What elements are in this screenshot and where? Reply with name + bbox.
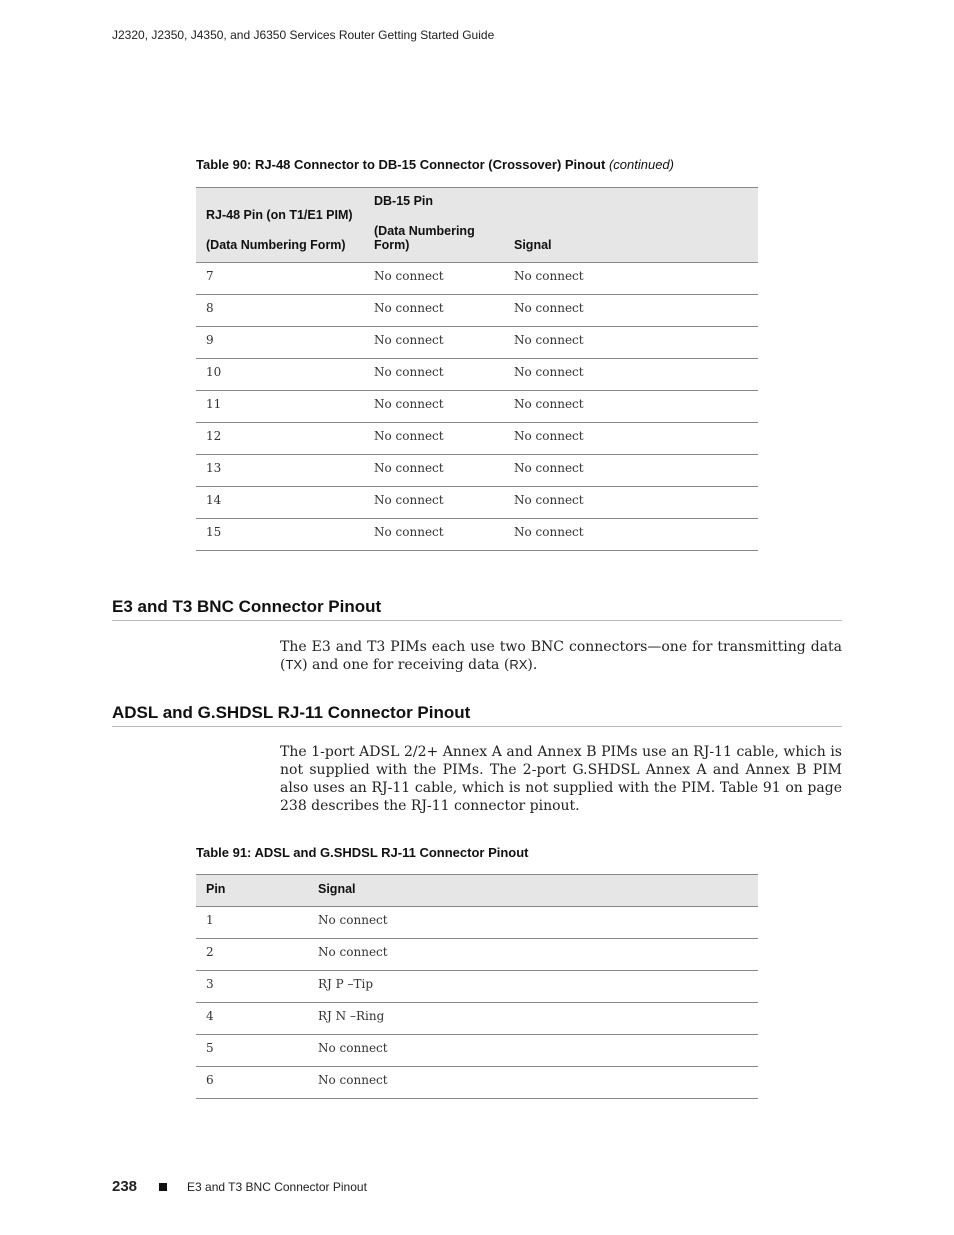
cell-db15-pin: No connect (364, 327, 504, 359)
cell-signal: RJ N –Ring (308, 1003, 758, 1035)
cell-signal: No connect (504, 519, 758, 551)
table-90-col-signal: Signal (504, 188, 758, 263)
cell-rj48-pin: 14 (196, 487, 364, 519)
table-90-col-db15-line2: (Data Numbering Form) (374, 224, 475, 252)
cell-signal: No connect (308, 1067, 758, 1099)
cell-signal: No connect (504, 295, 758, 327)
table-row (196, 907, 758, 939)
cell-signal: No connect (308, 907, 758, 939)
section-heading-adsl: ADSL and G.SHDSL RJ-11 Connector Pinout (112, 703, 842, 727)
table-91-col-pin: Pin (196, 875, 308, 907)
table-90-col-rj48-line1: RJ-48 Pin (on T1/E1 PIM) (206, 208, 353, 222)
cell-signal: No connect (504, 391, 758, 423)
cell-db15-pin: No connect (364, 391, 504, 423)
cell-signal: No connect (504, 359, 758, 391)
e3-t3-paragraph (280, 638, 842, 674)
table-90-col-db15 (364, 188, 504, 263)
table-row (196, 263, 758, 295)
table-row (196, 939, 758, 971)
cell-signal: No connect (504, 423, 758, 455)
cell-pin: 1 (196, 907, 308, 939)
table-row (196, 455, 758, 487)
cell-db15-pin: No connect (364, 295, 504, 327)
cell-db15-pin: No connect (364, 263, 504, 295)
cell-rj48-pin: 8 (196, 295, 364, 327)
footer-section-title: E3 and T3 BNC Connector Pinout (187, 1179, 367, 1194)
cell-pin: 3 (196, 971, 308, 1003)
cell-signal: No connect (504, 455, 758, 487)
table-91 (196, 874, 758, 1099)
cell-signal: RJ P –Tip (308, 971, 758, 1003)
square-bullet-icon (159, 1183, 167, 1191)
table-90-header-row (196, 188, 758, 263)
cell-rj48-pin: 11 (196, 391, 364, 423)
cell-rj48-pin: 9 (196, 327, 364, 359)
cell-rj48-pin: 15 (196, 519, 364, 551)
table-row (196, 971, 758, 1003)
cell-pin: 2 (196, 939, 308, 971)
table-row (196, 423, 758, 455)
page-number: 238 (112, 1178, 138, 1195)
table-91-col-signal: Signal (308, 875, 758, 907)
table-90 (196, 187, 758, 551)
table-row (196, 1067, 758, 1099)
cell-signal: No connect (504, 327, 758, 359)
tx-label: TX (285, 657, 303, 672)
cell-db15-pin: No connect (364, 487, 504, 519)
table-90-col-rj48-line2: (Data Numbering Form) (206, 238, 346, 252)
e3-t3-text-1: The E3 and T3 PIMs each use two BNC connectors—one for transmitting data ( (280, 639, 842, 673)
section-heading-e3-t3: E3 and T3 BNC Connector Pinout (112, 597, 842, 621)
table-row (196, 519, 758, 551)
cell-pin: 6 (196, 1067, 308, 1099)
table-row (196, 327, 758, 359)
e3-t3-text-2: ) and one for receiving data ( (302, 657, 510, 673)
adsl-paragraph: The 1-port ADSL 2/2+ Annex A and Annex B PIMs use an RJ-11 cable, which is not supplied with the PIMs. The 2-port G.SHDSL Annex A and Annex B PIM also uses an RJ-11 cable, which is not supplied with the PIM. Table 91 on page 238 describes the RJ-11 connector pinout. (280, 744, 842, 814)
table-row (196, 1003, 758, 1035)
table-90-col-rj48 (196, 188, 364, 263)
cell-signal: No connect (504, 263, 758, 295)
cell-db15-pin: No connect (364, 423, 504, 455)
cell-signal: No connect (504, 487, 758, 519)
cell-db15-pin: No connect (364, 519, 504, 551)
cell-pin: 4 (196, 1003, 308, 1035)
table-row (196, 391, 758, 423)
table-91-caption: Table 91: ADSL and G.SHDSL RJ-11 Connector Pinout (196, 845, 529, 860)
table-row (196, 487, 758, 519)
table-row (196, 359, 758, 391)
running-header: J2320, J2350, J4350, and J6350 Services Router Getting Started Guide (112, 28, 495, 42)
table-90-caption-text: Table 90: RJ-48 Connector to DB-15 Connector (Crossover) Pinout (196, 157, 606, 172)
cell-db15-pin: No connect (364, 455, 504, 487)
page-footer (112, 1178, 367, 1195)
cell-rj48-pin: 7 (196, 263, 364, 295)
table-90-caption-suffix: (continued) (608, 157, 674, 172)
cell-signal: No connect (308, 1035, 758, 1067)
rx-label: RX (509, 657, 528, 672)
cell-pin: 5 (196, 1035, 308, 1067)
cell-rj48-pin: 13 (196, 455, 364, 487)
cell-signal: No connect (308, 939, 758, 971)
cell-rj48-pin: 12 (196, 423, 364, 455)
table-90-col-db15-line1: DB-15 Pin (374, 194, 434, 208)
cell-db15-pin: No connect (364, 359, 504, 391)
table-row (196, 295, 758, 327)
table-row (196, 1035, 758, 1067)
table-90-caption (196, 157, 674, 172)
e3-t3-text-3: ). (527, 657, 538, 673)
table-91-header-row (196, 875, 758, 907)
cell-rj48-pin: 10 (196, 359, 364, 391)
